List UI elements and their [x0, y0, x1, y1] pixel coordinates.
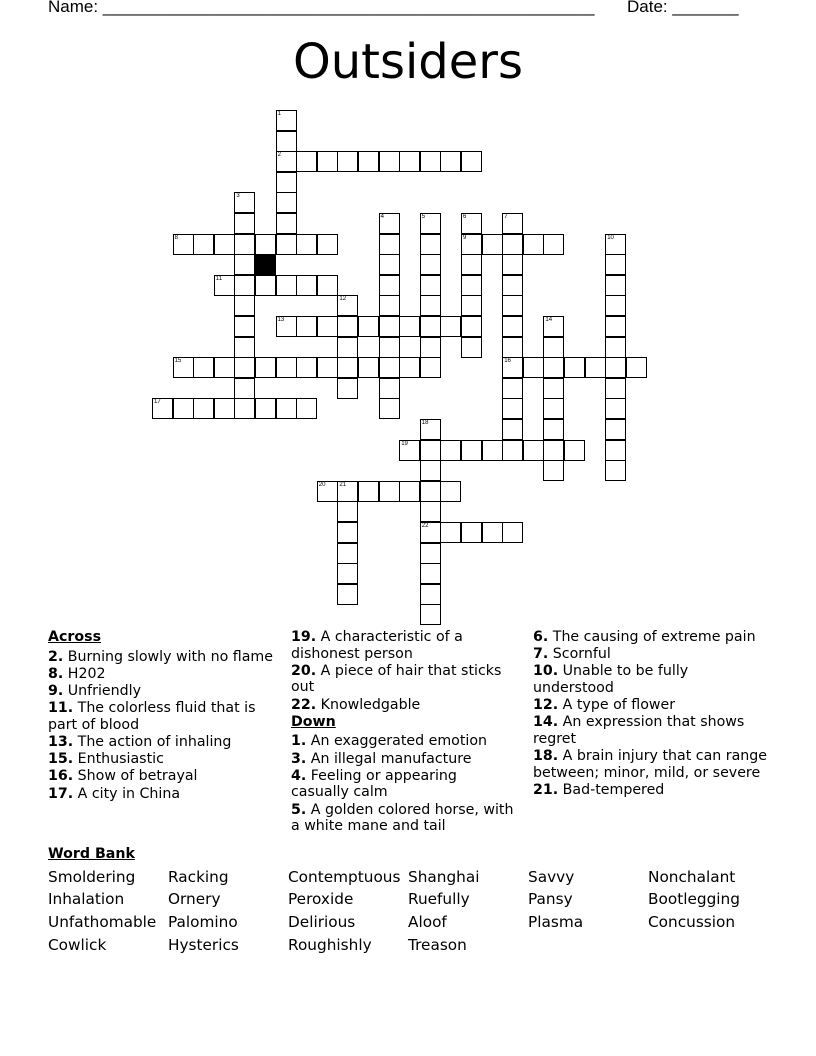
crossword-cell[interactable] [379, 316, 400, 337]
word-bank-entry: Aloof [408, 913, 447, 931]
word-bank-entry: Peroxide [288, 890, 354, 908]
cell-number: 8 [174, 234, 178, 241]
clue-text: H202 [63, 665, 106, 682]
clues-column-2 [291, 629, 516, 835]
crossword-cell[interactable] [461, 254, 482, 275]
crossword-cell[interactable] [502, 316, 523, 337]
crossword-cell[interactable] [440, 481, 461, 502]
clue-number: 4. [291, 767, 307, 784]
cell-number: 6 [463, 214, 467, 220]
crossword-cell[interactable] [461, 295, 482, 316]
clue-text: A piece of hair that sticks out [291, 662, 502, 696]
crossword-cell[interactable] [543, 357, 564, 378]
crossword-cell[interactable] [420, 357, 441, 378]
crossword-cell[interactable] [276, 192, 297, 213]
crossword-cell[interactable] [255, 275, 276, 296]
down-clue [533, 646, 773, 663]
clue-text: Feeling or appearing casually calm [291, 767, 457, 801]
down-heading: Down [291, 713, 336, 730]
crossword-cell[interactable] [605, 295, 626, 316]
crossword-cell[interactable] [173, 234, 194, 255]
crossword-cell[interactable] [379, 234, 400, 255]
word-bank-entry: Bootlegging [648, 890, 740, 908]
crossword-cell[interactable] [461, 213, 482, 234]
crossword-cell[interactable] [420, 316, 441, 337]
word-bank-entry: Shanghai [408, 868, 480, 886]
word-bank-heading: Word Bank [48, 846, 135, 862]
crossword-cell[interactable] [605, 378, 626, 399]
crossword-cell[interactable] [173, 357, 194, 378]
clue-number: 15. [48, 751, 74, 768]
cell-number: 5 [421, 214, 426, 220]
word-bank-entry: Savvy [528, 868, 575, 886]
down-clue [533, 714, 773, 747]
across-clue [48, 751, 273, 768]
clue-text: Burning slowly with no flame [63, 648, 273, 665]
crossword-cell[interactable] [214, 357, 235, 378]
crossword-cell[interactable] [523, 234, 544, 255]
crossword-cell[interactable] [420, 563, 441, 584]
clues-column-3 [533, 629, 773, 799]
crossword-cell[interactable] [523, 357, 544, 378]
crossword-cell[interactable] [420, 543, 441, 564]
clue-number: 22. [291, 696, 317, 713]
crossword-cell[interactable] [502, 275, 523, 296]
crossword-cell[interactable] [317, 481, 338, 502]
crossword-cell[interactable] [502, 440, 523, 461]
clue-number: 10. [533, 663, 559, 680]
clue-number: 21. [533, 781, 559, 798]
crossword-cell[interactable] [420, 604, 441, 625]
cell-number: 18 [421, 420, 429, 426]
black-cell [255, 254, 276, 275]
page-title: Outsiders [292, 34, 524, 90]
crossword-cell[interactable] [276, 151, 297, 172]
crossword-cell[interactable] [379, 337, 400, 358]
clue-text: Scornful [548, 646, 611, 663]
crossword-cell[interactable] [461, 275, 482, 296]
crossword-cell[interactable] [193, 357, 214, 378]
crossword-cell[interactable] [337, 378, 358, 399]
clue-number: 7. [533, 646, 549, 663]
crossword-cell[interactable] [296, 151, 317, 172]
crossword-cell[interactable] [502, 234, 523, 255]
word-bank-entry: Plasma [528, 913, 584, 931]
crossword-cell[interactable] [276, 357, 297, 378]
word-bank-entry: Inhalation [48, 890, 125, 908]
crossword-cell[interactable] [420, 213, 441, 234]
cell-number: 13 [277, 317, 285, 323]
crossword-cell[interactable] [605, 234, 626, 255]
crossword-cell[interactable] [276, 398, 297, 419]
across-clue [48, 734, 273, 751]
crossword-cell[interactable] [605, 275, 626, 296]
crossword-cell[interactable] [337, 501, 358, 522]
crossword-cell[interactable] [358, 357, 379, 378]
crossword-cell[interactable] [193, 234, 214, 255]
crossword-cell[interactable] [461, 151, 482, 172]
across-clue [48, 786, 273, 803]
crossword-cell[interactable] [234, 234, 255, 255]
clue-number: 20. [291, 662, 317, 679]
crossword-cell[interactable] [585, 357, 606, 378]
crossword-cell[interactable] [358, 316, 379, 337]
crossword-cell[interactable] [543, 419, 564, 440]
crossword-cell[interactable] [461, 522, 482, 543]
down-clue-list [291, 733, 516, 834]
clue-text: An exaggerated emotion [306, 733, 488, 750]
crossword-cell[interactable] [502, 378, 523, 399]
crossword-cell[interactable] [234, 192, 255, 213]
crossword-cell[interactable] [502, 213, 523, 234]
crossword-cell[interactable] [461, 440, 482, 461]
clue-number: 12. [533, 697, 559, 714]
down-clue [533, 629, 773, 646]
crossword-cell[interactable] [337, 543, 358, 564]
cell-number: 16 [504, 358, 511, 365]
clue-text: A city in China [73, 785, 181, 802]
clue-text: Knowledgable [316, 696, 421, 713]
crossword-cell[interactable] [440, 440, 461, 461]
crossword-cell[interactable] [337, 151, 358, 172]
clue-text: A type of flower [558, 697, 676, 714]
clue-number: 13. [48, 733, 74, 750]
word-bank-entry: Smoldering [48, 868, 136, 886]
word-bank-entry: Roughishly [288, 936, 372, 954]
word-bank-entry: Unfathomable [48, 913, 157, 931]
crossword-cell[interactable] [358, 481, 379, 502]
crossword-cell[interactable] [379, 295, 400, 316]
across-clue-list [48, 649, 273, 803]
crossword-cell[interactable] [420, 151, 441, 172]
down-clue [533, 663, 773, 696]
crossword-cell[interactable] [317, 234, 338, 255]
crossword-cell[interactable] [502, 295, 523, 316]
clue-number: 11. [48, 700, 74, 717]
crossword-cell[interactable] [337, 316, 358, 337]
word-bank-entry: Treason [408, 936, 467, 954]
down-clue [291, 751, 516, 768]
crossword-cell[interactable] [543, 460, 564, 481]
crossword-cell[interactable] [440, 316, 461, 337]
across-clue [291, 697, 516, 714]
crossword-cell[interactable] [296, 398, 317, 419]
crossword-cell[interactable] [337, 584, 358, 605]
clue-number: 18. [533, 748, 559, 765]
across-clue [48, 649, 273, 666]
crossword-cell[interactable] [543, 440, 564, 461]
clue-number: 6. [533, 629, 549, 645]
crossword-cell[interactable] [605, 398, 626, 419]
across-clue [48, 666, 273, 683]
crossword-cell[interactable] [482, 522, 503, 543]
crossword-cell[interactable] [214, 398, 235, 419]
crossword-cell[interactable] [605, 419, 626, 440]
crossword-cell[interactable] [214, 275, 235, 296]
clue-number: 1. [291, 733, 307, 750]
crossword-cell[interactable] [337, 563, 358, 584]
crossword-cell[interactable] [234, 295, 255, 316]
crossword-cell[interactable] [420, 254, 441, 275]
crossword-cell[interactable] [461, 316, 482, 337]
crossword-cell[interactable] [605, 460, 626, 481]
crossword-cell[interactable] [337, 481, 358, 502]
crossword-cell[interactable] [543, 337, 564, 358]
crossword-cell[interactable] [276, 110, 297, 131]
crossword-cell[interactable] [379, 151, 400, 172]
across-clue [291, 629, 516, 662]
crossword-cell[interactable] [234, 337, 255, 358]
word-bank-entry: Racking [168, 868, 229, 886]
crossword-cell[interactable] [420, 501, 441, 522]
crossword-cell[interactable] [234, 378, 255, 399]
crossword-cell[interactable] [276, 131, 297, 152]
crossword-cell[interactable] [337, 295, 358, 316]
name-field-label: Name: ____________________________________________________ [48, 0, 595, 16]
down-clue [533, 748, 773, 781]
crossword-cell[interactable] [193, 398, 214, 419]
across-clue [48, 683, 273, 700]
crossword-cell[interactable] [379, 357, 400, 378]
crossword-cell[interactable] [502, 357, 523, 378]
clue-text: An expression that shows regret [533, 714, 745, 747]
crossword-cell[interactable] [379, 398, 400, 419]
crossword-cell[interactable] [337, 357, 358, 378]
word-bank-entry: Contemptuous [288, 868, 401, 886]
word-bank-entry: Delirious [288, 913, 356, 931]
crossword-cell[interactable] [152, 398, 173, 419]
clue-number: 19. [291, 629, 317, 645]
cell-number: 20 [318, 481, 326, 488]
cell-number: 14 [545, 317, 553, 323]
across-clue [291, 663, 516, 696]
crossword-cell[interactable] [214, 234, 235, 255]
clue-text: Unable to be fully understood [533, 663, 689, 696]
crossword-cell[interactable] [420, 337, 441, 358]
crossword-cell[interactable] [420, 522, 441, 543]
crossword-cell[interactable] [276, 275, 297, 296]
cell-number: 7 [504, 214, 508, 220]
crossword-cell[interactable] [440, 522, 461, 543]
crossword-cell[interactable] [543, 398, 564, 419]
crossword-cell[interactable] [255, 398, 276, 419]
crossword-cell[interactable] [420, 234, 441, 255]
crossword-cell[interactable] [605, 440, 626, 461]
clue-text: The action of inhaling [73, 733, 232, 750]
crossword-cell[interactable] [420, 275, 441, 296]
clue-number: 17. [48, 785, 74, 802]
crossword-cell[interactable] [440, 151, 461, 172]
word-bank-entry: Ornery [168, 890, 221, 908]
word-bank-entry: Pansy [528, 890, 573, 908]
word-bank-entry: Concussion [648, 913, 736, 931]
cell-number: 12 [339, 296, 347, 303]
cell-number: 11 [215, 275, 223, 282]
crossword-cell[interactable] [234, 398, 255, 419]
crossword-cell[interactable] [234, 357, 255, 378]
cell-number: 2 [277, 152, 281, 159]
crossword-cell[interactable] [276, 172, 297, 193]
date-field-label: Date: _______ [627, 0, 739, 16]
crossword-cell[interactable] [420, 440, 441, 461]
crossword-cell[interactable] [399, 316, 420, 337]
crossword-cell[interactable] [173, 398, 194, 419]
crossword-cell[interactable] [317, 357, 338, 378]
crossword-cell[interactable] [482, 234, 503, 255]
crossword-cell[interactable] [523, 440, 544, 461]
crossword-cell[interactable] [296, 234, 317, 255]
crossword-cell[interactable] [296, 275, 317, 296]
clue-text: Unfriendly [63, 682, 141, 699]
crossword-cell[interactable] [605, 316, 626, 337]
clue-number: 5. [291, 801, 307, 818]
crossword-cell[interactable] [276, 316, 297, 337]
crossword-cell[interactable] [379, 275, 400, 296]
crossword-cell[interactable] [420, 481, 441, 502]
crossword-cell[interactable] [626, 357, 647, 378]
clue-text: A golden colored horse, with a white mane and tail [291, 801, 514, 835]
clue-text: The causing of extreme pain [548, 629, 756, 645]
cell-number: 1 [277, 111, 281, 117]
clue-number: 3. [291, 750, 307, 767]
down-clue [533, 782, 773, 799]
crossword-cell[interactable] [296, 316, 317, 337]
crossword-cell[interactable] [399, 151, 420, 172]
crossword-cell[interactable] [255, 234, 276, 255]
clue-number: 16. [48, 768, 74, 785]
crossword-cell[interactable] [276, 234, 297, 255]
crossword-cell[interactable] [420, 460, 441, 481]
crossword-cell[interactable] [337, 522, 358, 543]
across-clue [48, 768, 273, 785]
cell-number: 9 [463, 234, 467, 241]
clue-text: The colorless fluid that is part of blood [48, 700, 256, 733]
down-clue [291, 733, 516, 750]
crossword-cell[interactable] [420, 419, 441, 440]
cell-number: 22 [421, 523, 429, 529]
crossword-cell[interactable] [502, 254, 523, 275]
cell-number: 21 [339, 481, 347, 488]
crossword-cell[interactable] [543, 378, 564, 399]
crossword-cell[interactable] [255, 357, 276, 378]
across-heading: Across [48, 629, 102, 645]
cell-number: 10 [607, 234, 614, 241]
word-bank-entry: Cowlick [48, 936, 107, 954]
crossword-cell[interactable] [317, 275, 338, 296]
clue-number: 14. [533, 714, 559, 731]
crossword-cell[interactable] [502, 337, 523, 358]
crossword-cell[interactable] [317, 316, 338, 337]
crossword-cell[interactable] [502, 522, 523, 543]
crossword-cell[interactable] [461, 234, 482, 255]
clue-text: Enthusiastic [73, 751, 164, 768]
clue-number: 8. [48, 665, 64, 682]
crossword-cell[interactable] [482, 440, 503, 461]
crossword-cell[interactable] [502, 398, 523, 419]
crossword-cell[interactable] [399, 481, 420, 502]
crossword-cell[interactable] [420, 295, 441, 316]
crossword-cell[interactable] [379, 213, 400, 234]
down-clue [291, 768, 516, 801]
crossword-cell[interactable] [234, 316, 255, 337]
crossword-cell[interactable] [605, 254, 626, 275]
cell-number: 17 [154, 399, 161, 406]
cell-number: 15 [174, 358, 182, 365]
crossword-cell[interactable] [337, 337, 358, 358]
word-bank-entry: Nonchalant [648, 868, 736, 886]
clue-text: A brain injury that can range between; minor, mild, or severe [533, 748, 768, 781]
clue-text: An illegal manufacture [306, 750, 472, 767]
word-bank-entry: Ruefully [408, 890, 470, 908]
clue-text: Show of betrayal [73, 768, 198, 785]
crossword-cell[interactable] [564, 357, 585, 378]
crossword-cell[interactable] [379, 481, 400, 502]
across-clue-list-continued [291, 629, 516, 713]
crossword-cell[interactable] [543, 234, 564, 255]
clue-text: A characteristic of a dishonest person [291, 629, 463, 662]
crossword-cell[interactable] [296, 357, 317, 378]
crossword-cell[interactable] [461, 337, 482, 358]
down-clue-list-continued [533, 629, 773, 799]
down-clue [291, 802, 516, 835]
crossword-cell[interactable] [564, 440, 585, 461]
cell-number: 4 [380, 214, 384, 220]
crossword-cell[interactable] [379, 254, 400, 275]
crossword-cell[interactable] [605, 337, 626, 358]
crossword-cell[interactable] [399, 357, 420, 378]
cell-number: 19 [401, 440, 408, 447]
cell-number: 3 [236, 193, 240, 200]
crossword-cell[interactable] [276, 213, 297, 234]
crossword-cell[interactable] [399, 440, 420, 461]
across-clue [48, 700, 273, 733]
crossword-cell[interactable] [317, 151, 338, 172]
word-bank-entry: Hysterics [168, 936, 239, 954]
crossword-cell[interactable] [234, 254, 255, 275]
word-bank-entry: Palomino [168, 913, 238, 931]
down-clue [533, 697, 773, 714]
clue-number: 2. [48, 648, 64, 665]
crossword-cell[interactable] [234, 213, 255, 234]
clue-text: Bad-tempered [558, 781, 665, 798]
crossword-cell[interactable] [379, 378, 400, 399]
clue-number: 9. [48, 682, 64, 699]
crossword-cell[interactable] [234, 275, 255, 296]
crossword-cell[interactable] [420, 584, 441, 605]
crossword-cell[interactable] [543, 316, 564, 337]
clues-column-1 [48, 629, 273, 803]
crossword-cell[interactable] [605, 357, 626, 378]
crossword-cell[interactable] [358, 151, 379, 172]
crossword-cell[interactable] [502, 419, 523, 440]
